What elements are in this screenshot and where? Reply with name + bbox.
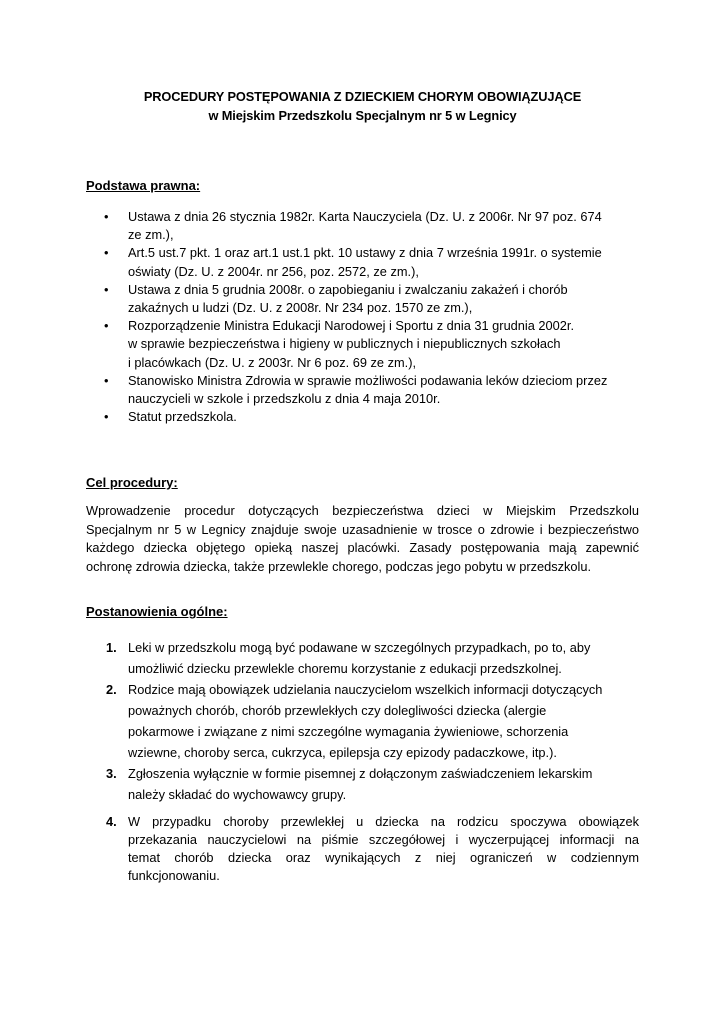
paragraph-line: każdego dziecka objętego opieką naszej placówki. Zasady postępowania mają zapewnić	[86, 540, 639, 555]
legal-basis-item	[86, 244, 646, 280]
paragraph-line: Wprowadzenie procedur dotyczących bezpieczeństwa dzieci w Miejskim Przedszkolu	[86, 503, 639, 518]
legal-basis-item	[86, 408, 646, 426]
provision-line: pokarmowe i związane z nimi szczególne wymagania żywieniowe, schorzenia	[128, 724, 569, 739]
provision-line: należy składać do wychowawcy grupy.	[128, 787, 347, 802]
provision-line: Rodzice mają obowiązek udzielania nauczycielom wszelkich informacji dotyczących	[128, 682, 603, 697]
provision-number: 1.	[106, 640, 117, 655]
document-title	[0, 87, 725, 125]
provision-item	[86, 679, 639, 763]
legal-basis-list	[86, 208, 646, 426]
legal-item-line: Ustawa z dnia 5 grudnia 2008r. o zapobieganiu i zwalczaniu zakażeń i chorób	[128, 281, 568, 297]
provision-number: 4.	[106, 814, 117, 829]
legal-item-line: nauczycieli w szkole i przedszkolu z dnia 4 maja 2010r.	[128, 391, 441, 407]
legal-item-line: Stanowisko Ministra Zdrowia w sprawie możliwości podawania leków dzieciom przez	[128, 372, 608, 388]
legal-item-line: Ustawa z dnia 26 stycznia 1982r. Karta Nauczyciela (Dz. U. z 2006r. Nr 97 poz. 674	[128, 209, 602, 224]
legal-basis-item	[86, 372, 646, 408]
paragraph-line: ochronę zdrowia dziecka, także przewlekle chorego, podczas jego pobytu w przedszkolu.	[86, 558, 592, 574]
provision-line: Leki w przedszkolu mogą być podawane w szczególnych przypadkach, po to, aby	[128, 640, 591, 655]
title-line-2: w Miejskim Przedszkolu Specjalnym nr 5 w Legnicy	[208, 108, 517, 123]
legal-item-line: Rozporządzenie Ministra Edukacji Narodowej i Sportu z dnia 31 grudnia 2002r.	[128, 318, 575, 334]
general-provisions-list-continued	[86, 813, 639, 885]
purpose-heading: Cel procedury:	[86, 475, 178, 490]
provision-line: funkcjonowaniu.	[128, 868, 220, 883]
paragraph-line: Specjalnym nr 5 w Legnicy znajduje swoje uzasadnienie w trosce o zdrowie i bezpieczeństwo	[86, 521, 639, 537]
provision-line: przekazania nauczycielowi na piśmie szczegółowej i wyczerpującej informacji na	[128, 832, 639, 847]
provision-line: wziewne, choroby serca, cukrzyca, epilepsja czy epizody padaczkowe, itp.).	[128, 745, 557, 760]
title-line-1: PROCEDURY POSTĘPOWANIA Z DZIECKIEM CHORYM OBOWIĄZUJĄCE	[143, 89, 582, 104]
purpose-paragraph	[86, 502, 639, 576]
legal-basis-item	[86, 317, 646, 372]
general-provisions-heading: Postanowienia ogólne:	[86, 604, 228, 619]
provision-line: temat chorób dziecka oraz wynikających z niej ograniczeń w codziennym	[128, 850, 639, 865]
provision-line: poważnych chorób, chorób przewlekłych czy dolegliwości dziecka (alergie	[128, 703, 547, 718]
legal-item-line: oświaty (Dz. U. z 2004r. nr 256, poz. 2572, ze zm.),	[128, 263, 419, 279]
legal-item-line: Art.5 ust.7 pkt. 1 oraz art.1 ust.1 pkt. 10 ustawy z dnia 7 września 1991r. o systemie	[128, 245, 602, 261]
legal-basis-item	[86, 281, 646, 317]
provision-number: 3.	[106, 766, 117, 781]
legal-item-line: i placówkach (Dz. U. z 2003r. Nr 6 poz. 69 ze zm.),	[128, 354, 417, 370]
legal-basis-item	[86, 208, 646, 244]
general-provisions-list	[86, 637, 639, 805]
legal-basis-heading: Podstawa prawna:	[86, 178, 201, 193]
provision-number: 2.	[106, 682, 117, 697]
provision-item	[86, 813, 639, 885]
provision-item	[86, 637, 639, 679]
bullet-icon: •	[104, 372, 109, 388]
bullet-icon: •	[104, 409, 109, 425]
provision-line: Zgłoszenia wyłącznie w formie pisemnej z dołączonym zaświadczeniem lekarskim	[128, 766, 593, 781]
bullet-icon: •	[104, 281, 109, 297]
provision-item	[86, 763, 639, 805]
provision-line: W przypadku choroby przewlekłej u dziecka na rodzicu spoczywa obowiązek	[128, 814, 639, 829]
bullet-icon: •	[104, 209, 109, 224]
bullet-icon: •	[104, 318, 109, 334]
legal-item-line: Statut przedszkola.	[128, 409, 237, 425]
provision-line: umożliwić dziecku przewlekle choremu korzystanie z edukacji przedszkolnej.	[128, 661, 562, 676]
legal-item-line: w sprawie bezpieczeństwa i higieny w publicznych i niepublicznych szkołach	[128, 336, 561, 352]
legal-item-line: zakaźnych u ludzi (Dz. U. z 2008r. Nr 234 poz. 1570 ze zm.),	[128, 300, 473, 316]
bullet-icon: •	[104, 245, 109, 261]
legal-item-line: ze zm.),	[128, 227, 174, 243]
